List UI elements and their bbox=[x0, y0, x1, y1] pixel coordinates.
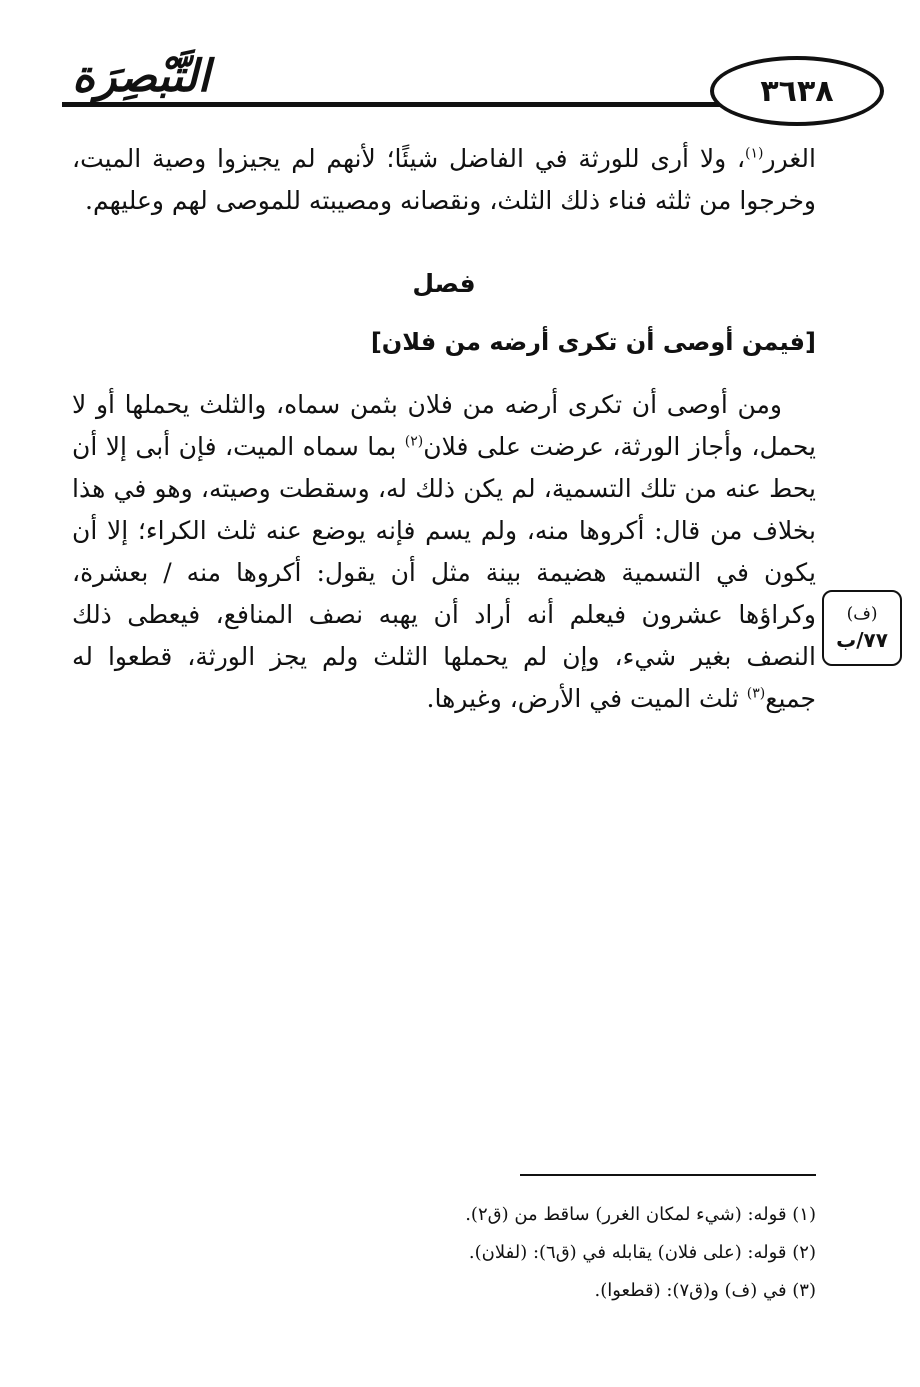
page-number-oval bbox=[710, 56, 884, 126]
book-title-logo: التَّبْصِرَة bbox=[72, 51, 210, 102]
footnote-ref-2: (٢) bbox=[404, 433, 424, 450]
footnotes bbox=[300, 1196, 816, 1310]
footnote-1: (١) قوله: (شيء لمكان الغرر) ساقط من (ق٢). bbox=[465, 1204, 816, 1225]
main-paragraph-part-2: بما سماه الميت، فإن أبى إلا أن يحط عنه من تلك التسمية، لم يكن ذلك له، وسقطت وصيته، وهو في هذا بخلاف من قال: أكروها منه، ولم يسم فإنه يوضع عنه ثلث الكراء؛ إلا أن يكون في التسمية هضيمة بينة مثل أن يقول: أكروها منه / بعشرة، وكراؤها عشرون فيعلم أنه أراد أن يهبه نصف المنافع، فيعطى ذلك النصف بغير شيء، وإن لم يحملها الثلث ولم يجز الورثة، قطعوا له جميع bbox=[72, 432, 816, 713]
page-header bbox=[62, 36, 834, 116]
manuscript-folio-marker bbox=[822, 590, 902, 666]
top-paragraph-block bbox=[72, 138, 816, 222]
folio-number: ٧٧/ب bbox=[836, 628, 888, 652]
footnote-ref-3: (٣) bbox=[746, 685, 766, 702]
footnote-separator bbox=[520, 1174, 816, 1176]
footnote-ref-1: (١) bbox=[745, 145, 764, 162]
main-paragraph-part-1: ومن أوصى أن تكرى أرضه من فلان بثمن سماه، والثلث يحملها أو لا يحمل، وأجاز الورثة، عرضت على فلان bbox=[72, 390, 816, 461]
footnote-3: (٣) في (ف) و(ق٧): (قطعوا). bbox=[594, 1280, 816, 1301]
manuscript-siglum: (ف) bbox=[846, 604, 878, 624]
main-paragraph-part-3: ثلث الميت في الأرض، وغيرها. bbox=[426, 684, 747, 713]
main-paragraph-block bbox=[72, 384, 816, 720]
section-title: فصل bbox=[412, 269, 476, 298]
top-paragraph bbox=[72, 138, 816, 222]
top-paragraph-line-1: ، ولا أرى للورثة في الفاضل شيئًا؛ لأنهم لم يجيزوا وصية الميت، وخرجوا bbox=[72, 144, 816, 215]
top-paragraph-line-2: من ثلثه فناء ذلك الثلث، ونقصانه ومصيبته للموصى لهم وعليهم. bbox=[85, 186, 732, 215]
main-paragraph bbox=[72, 384, 816, 720]
page-number: ٣٦٣٨ bbox=[760, 73, 834, 109]
top-paragraph-start: الغرر bbox=[763, 144, 816, 173]
footnote-2: (٢) قوله: (على فلان) يقابله في (ق٦): (لفلان). bbox=[468, 1242, 816, 1263]
section-subtitle: [فيمن أوصى أن تكرى أرضه من فلان] bbox=[370, 328, 816, 356]
header-rule bbox=[62, 102, 722, 107]
